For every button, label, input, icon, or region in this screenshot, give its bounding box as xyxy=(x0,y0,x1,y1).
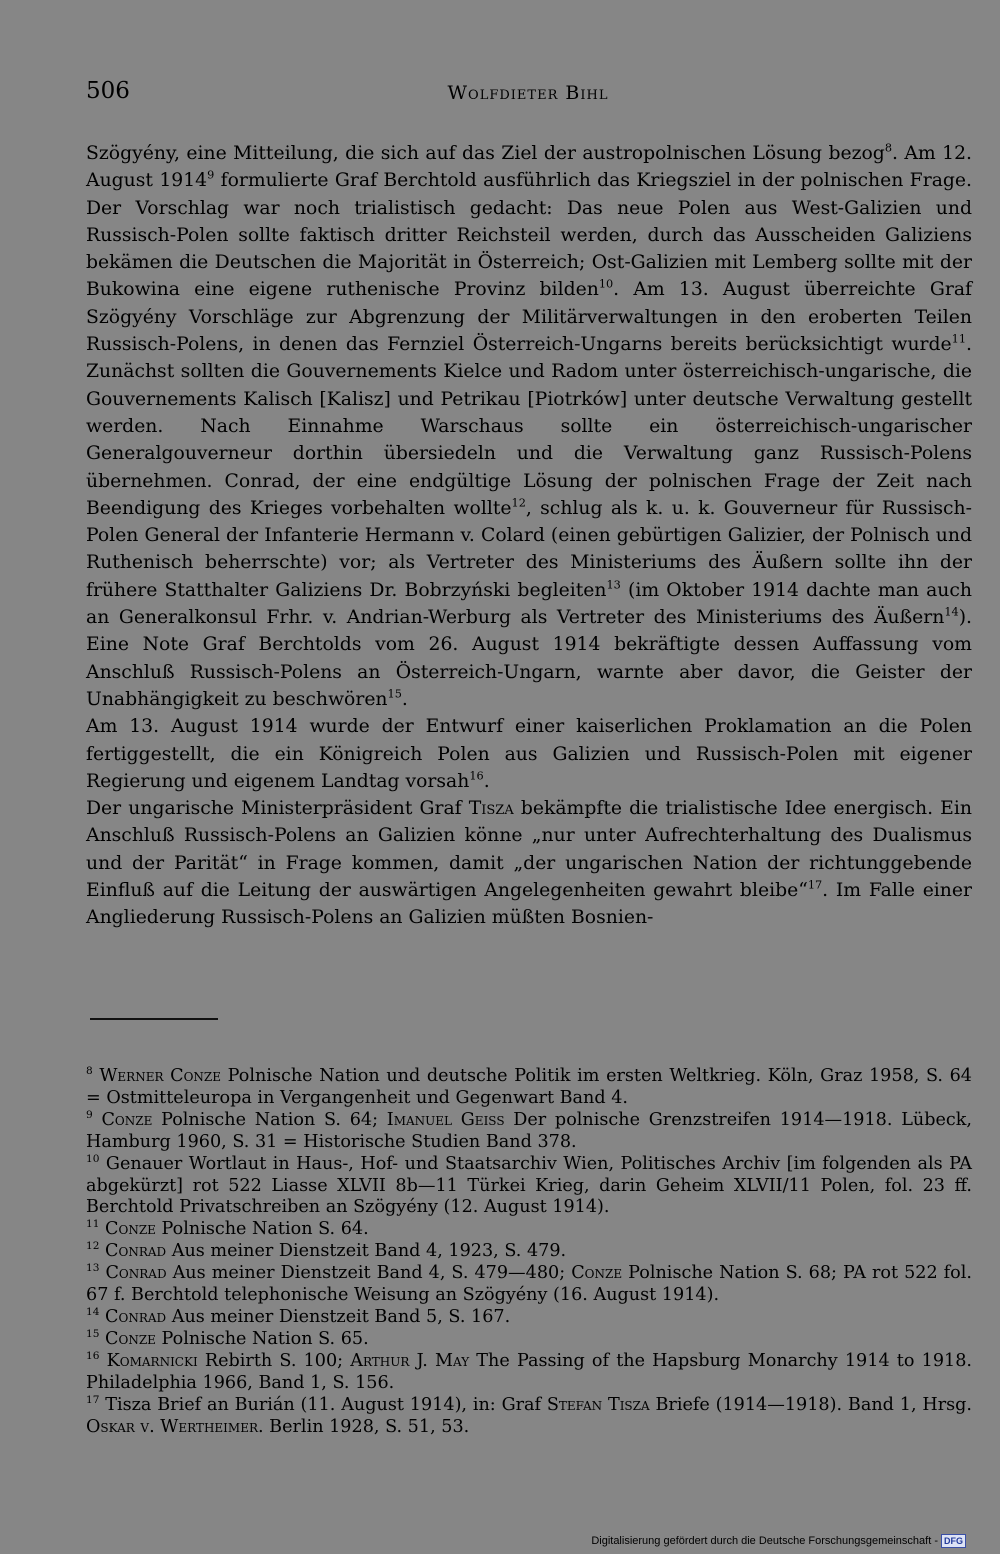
footnote-text: The Passing of the Hapsburg Monarchy 1914 to 1918. Philadelphia 1966, Band 1, S. 156. xyxy=(86,1350,972,1393)
footnotes xyxy=(86,1066,972,1438)
text-run: (im Oktober 1914 dachte man auch an Generalkonsul Frhr. v. Andrian-Werburg als Vertreter des Ministeriums des Äußern xyxy=(86,579,973,629)
footnote-number: 17 xyxy=(86,1393,100,1406)
person-name: Tisza xyxy=(468,798,514,820)
page-number: 506 xyxy=(86,78,130,104)
footnote-15 xyxy=(86,1329,972,1351)
footnote-text: Aus meiner Dienstzeit Band 4, 1923, S. 479. xyxy=(166,1241,567,1262)
paragraph-1 xyxy=(86,140,972,713)
main-text xyxy=(86,140,972,932)
footnote-text: Rebirth S. 100; xyxy=(197,1350,351,1371)
footnote-text: . Berlin 1928, S. 51, 53. xyxy=(258,1416,470,1437)
footnote-text: Aus meiner Dienstzeit Band 5, S. 167. xyxy=(166,1306,511,1327)
footnote-12 xyxy=(86,1241,972,1263)
text-run: . Zunächst sollten die Gouvernements Kielce und Radom unter österreichisch-ungarische, die Gouvernements Kalisch [Kalisz] und Petrikau [Piotrków] unter deutsche Verwaltung gestellt werden. Nach Einnahme Warschaus sollte ein österreichisch-ungarischer Generalgouverneur dorthin übersiedeln und die Verwaltung ganz Russisch-Polens übernehmen. Conrad, der eine endgültige Lösung der polnischen Frage der Zeit nach Beendigung des Krieges vorbehalten wollte xyxy=(86,334,972,519)
footnote-10 xyxy=(86,1154,972,1220)
author-name: Conze xyxy=(105,1328,156,1349)
author-name: Conrad xyxy=(105,1306,167,1327)
footnote-number: 8 xyxy=(86,1065,93,1078)
footnote-9 xyxy=(86,1110,972,1154)
footnote-8 xyxy=(86,1066,972,1110)
text-run: . Am 12. August 1914 xyxy=(86,143,972,192)
author-name: Oskar v. Wertheimer xyxy=(86,1416,258,1437)
digitization-credit xyxy=(591,1532,966,1550)
footnote-ref-8: 8 xyxy=(884,141,892,155)
author-name: Arthur J. May xyxy=(350,1350,470,1371)
footnote-ref-15: 15 xyxy=(387,687,402,701)
footnote-13 xyxy=(86,1263,972,1307)
running-head: Wolfdieter Bihl xyxy=(447,82,609,104)
author-name: Conrad xyxy=(105,1263,167,1284)
footnote-text: Polnische Nation S. 68; PA rot 522 fol. 67 f. Berchtold telephonische Weisung an Szögyény (16. August 1914). xyxy=(86,1263,972,1306)
footnote-text: Der polnische Grenzstreifen 1914—1918. Lübeck, Hamburg 1960, S. 31 = Historische Studien Band 378. xyxy=(86,1109,972,1152)
footnote-text: Tisza Brief an Burián (11. August 1914), in: Graf xyxy=(105,1394,547,1415)
text-run: . xyxy=(401,688,408,710)
text-run: Der ungarische Ministerpräsident Graf xyxy=(86,798,469,820)
footnote-ref-17: 17 xyxy=(807,878,823,892)
footnote-text: Polnische Nation S. 64; xyxy=(152,1109,387,1130)
dfg-logo: DFG xyxy=(941,1534,966,1548)
footnote-ref-9: 9 xyxy=(207,169,215,183)
paragraph-2 xyxy=(86,713,972,795)
footnote-11 xyxy=(86,1219,972,1241)
footnote-text: Polnische Nation S. 64. xyxy=(155,1219,369,1240)
author-name: Imanuel Geiss xyxy=(386,1109,505,1130)
page-header xyxy=(86,78,970,112)
text-run: ). Eine Note Graf Berchtolds vom 26. August 1914 bekräftigte dessen Auffassung vom Anschluß Russisch-Polens an Österreich-Ungarn, warnte aber davor, die Geister der Unabhängigkeit zu beschwören xyxy=(86,607,972,710)
footnote-ref-10: 10 xyxy=(598,278,614,292)
footnote-number: 12 xyxy=(86,1240,100,1253)
footnote-text: Polnische Nation und deutsche Politik im ersten Weltkrieg. Köln, Graz 1958, S. 64 = Ostmitteleuropa in Vergangenheit und Gegenwart Band 4. xyxy=(86,1066,972,1108)
footnote-ref-13: 13 xyxy=(606,578,621,592)
footnote-ref-12: 12 xyxy=(511,496,526,510)
author-name: Conze xyxy=(571,1263,623,1284)
text-run: . Am 13. August überreichte Graf Szögyény Vorschläge zur Abgrenzung der Militärverwaltungen in den eroberten Teilen Russisch-Polens, in denen das Fernziel Österreich-Ungarns bereits berücksichtigt wurde xyxy=(86,279,972,356)
author-name: Komarnicki xyxy=(106,1350,198,1371)
footnote-ref-14: 14 xyxy=(944,605,959,619)
footnote-separator xyxy=(90,1018,218,1020)
author-name: Conze xyxy=(101,1109,153,1130)
author-name: Werner Conze xyxy=(99,1066,222,1086)
author-name: Conze xyxy=(105,1219,156,1240)
author-name: Conrad xyxy=(105,1241,167,1262)
credit-text: Digitalisierung gefördert durch die Deutsche Forschungsgemeinschaft - xyxy=(591,1535,938,1547)
paragraph-3 xyxy=(86,795,972,931)
footnote-text: Genauer Wortlaut in Haus-, Hof- und Staatsarchiv Wien, Politisches Archiv [im folgenden als PA abgekürzt] rot 522 Liasse XLVII 8b—11 Türkei Krieg, darin Geheim XLVII/11 Polen, fol. 23 ff. Berchtold Privatschreiben an Szögyény (12. August 1914). xyxy=(86,1153,973,1218)
footnote-text: Polnische Nation S. 65. xyxy=(155,1328,369,1349)
footnote-ref-11: 11 xyxy=(951,332,967,346)
text-run: Szögyény, eine Mitteilung, die sich auf das Ziel der austropolnischen Lösung bezog xyxy=(86,143,885,164)
footnote-number: 16 xyxy=(86,1349,100,1362)
text-run: bekämpfte die trialistische Idee energisch. Ein Anschluß Russisch-Polens an Galizien könne „nur unter Aufrechterhaltung des Dualismus und der Parität“ in Frage kommen, damit „der ungarischen Nation der richtunggebende Einfluß auf die Leitung der auswärtigen Angelegenheiten gewahrt bleibe“ xyxy=(86,798,972,902)
footnote-number: 15 xyxy=(86,1328,100,1341)
footnote-number: 9 xyxy=(86,1108,93,1121)
footnote-text: Aus meiner Dienstzeit Band 4, S. 479—480; xyxy=(166,1263,572,1284)
footnote-ref-16: 16 xyxy=(469,769,484,783)
footnote-number: 11 xyxy=(86,1218,100,1231)
author-name: Stefan Tisza xyxy=(546,1394,650,1415)
footnote-number: 14 xyxy=(86,1306,100,1319)
text-run: Am 13. August 1914 wurde der Entwurf einer kaiserlichen Proklamation an die Polen fertiggestellt, die ein Königreich Polen aus Galizien und Russisch-Polen mit eigener Regierung und eigenem Landtag vorsah xyxy=(86,716,972,792)
text-run: , schlug als k. u. k. Gouverneur für Russisch-Polen General der Infanterie Hermann v. Colard (einen gebürtigen Galizier, der Polnisch und Ruthenisch beherrschte) vor; als Vertreter des Ministeriums des Äußern sollte ihn der frühere Statthalter Galiziens Dr. Bobrzyński begleiten xyxy=(86,497,972,601)
footnote-number: 13 xyxy=(86,1262,100,1275)
text-run: . Im Falle einer Angliederung Russisch-Polens an Galizien müßten Bosnien- xyxy=(86,880,972,929)
footnote-text: Briefe (1914—1918). Band 1, Hrsg. xyxy=(649,1394,973,1415)
text-run: formulierte Graf Berchtold ausführlich das Kriegsziel in der polnischen Frage. Der Vorschlag war noch trialistisch gedacht: Das neue Polen aus West-Galizien und Russisch-Polen sollte faktisch dritter Reichsteil werden, durch das Ausscheiden Galiziens bekämen die Deutschen die Majorität in Österreich; Ost-Galizien mit Lemberg sollte mit der Bukowina eine eigene ruthenische Provinz bilden xyxy=(86,170,972,301)
footnote-number: 10 xyxy=(86,1152,100,1165)
footnote-14 xyxy=(86,1307,972,1329)
footnote-16 xyxy=(86,1351,972,1395)
text-run: . xyxy=(483,770,490,792)
footnote-17 xyxy=(86,1395,972,1439)
